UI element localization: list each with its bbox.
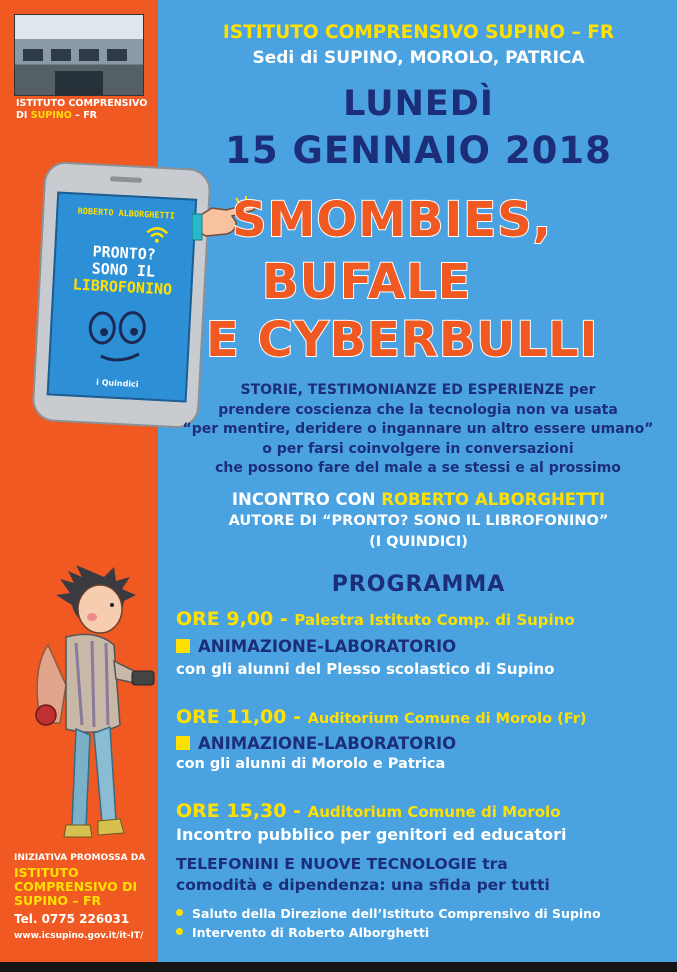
book-cover-screen: [47, 191, 197, 402]
school-building-photo: [14, 14, 144, 96]
description-line1: [168, 381, 668, 401]
description-line4: o per farsi coinvolgere in conversazioni: [262, 440, 574, 457]
phone-number: Tel. 0775 226031: [14, 912, 130, 926]
wifi-icon: [145, 224, 170, 245]
book-title-line2: SONO IL: [91, 259, 156, 281]
event-1-activity-text: ANIMAZIONE-LABORATORIO: [198, 637, 457, 656]
event-3-activity: Incontro pubblico per genitori ed educatori: [176, 825, 567, 844]
event-1-sep: -: [273, 608, 295, 630]
event-2-time: ORE 11,00: [176, 706, 287, 728]
event-2-activity-text: ANIMAZIONE-LABORATORIO: [198, 734, 457, 753]
book-title: [54, 242, 192, 300]
meeting-line3: (I QUINDICI): [369, 534, 468, 550]
description-line1-rest: per: [564, 382, 596, 398]
description-block: [168, 381, 668, 479]
program-heading: PROGRAMMA: [331, 572, 506, 597]
event-3-time: ORE 15,30: [176, 800, 287, 822]
description-line2: prendere coscienza che la tecnologia non va usata: [218, 401, 618, 418]
event-1-time: ORE 9,00: [176, 608, 274, 630]
main-title-line3: E CYBERBULLI: [206, 312, 599, 368]
bullet-item: [176, 925, 429, 940]
phone-speaker: [110, 176, 142, 183]
event-1-header: [176, 608, 575, 630]
event-2-activity: [176, 734, 456, 753]
photo-caption-suffix: – FR: [71, 110, 97, 121]
description-line3: “per mentire, deridere o ingannare un altro essere umano”: [182, 421, 654, 437]
bottom-strip: [0, 962, 677, 972]
meeting-author-name: ROBERTO ALBORGHETTI: [381, 490, 606, 509]
book-author: ROBERTO ALBORGHETTI: [77, 206, 176, 222]
meeting-line2: AUTORE DI “PRONTO? SONO IL LIBROFONINO”: [228, 513, 609, 529]
meeting-line1: [160, 490, 677, 509]
book-title-line1: PRONTO?: [92, 242, 157, 264]
org-line2: COMPRENSIVO DI: [14, 879, 138, 894]
event-2-header: [176, 706, 587, 728]
event-1-activity: [176, 637, 456, 656]
meeting-prefix: INCONTRO CON: [231, 490, 382, 509]
photo-caption-prefix: DI: [16, 110, 31, 121]
square-bullet-icon: [176, 736, 190, 750]
photo-caption-line2: [16, 110, 147, 122]
dot-bullet-icon: [176, 928, 183, 935]
promoting-org: [14, 866, 137, 908]
institute-title: ISTITUTO COMPRENSIVO SUPINO – FR: [222, 22, 615, 43]
event-date: 15 GENNAIO 2018: [225, 129, 612, 172]
boy-with-phone-illustration: [16, 565, 156, 845]
dot-bullet-icon: [176, 909, 183, 916]
event-3-header: [176, 800, 561, 822]
face-drawing-icon: [78, 305, 161, 369]
event-2-place: Auditorium Comune di Morolo (Fr): [307, 711, 587, 727]
bullet-item: [176, 906, 601, 921]
description-highlight: STORIE, TESTIMONIANZE ED ESPERIENZE: [240, 382, 565, 398]
square-bullet-icon: [176, 639, 190, 653]
topic-rest: tra: [476, 855, 508, 873]
book-title-line3: LIBROFONINO: [72, 275, 173, 299]
event-2-detail: con gli alunni di Morolo e Patrica: [176, 756, 446, 772]
topic-highlight: TELEFONINI E NUOVE TECNOLOGIE: [176, 855, 477, 873]
org-line3: SUPINO – FR: [14, 893, 102, 908]
bullet-text-1: Saluto della Direzione dell’Istituto Comprensivo di Supino: [192, 906, 601, 921]
topic-line1: [176, 855, 508, 873]
bullet-text-2: Intervento di Roberto Alborghetti: [192, 925, 430, 940]
event-2-sep: -: [286, 706, 308, 728]
book-publisher: i Quindici: [95, 377, 139, 390]
event-weekday: LUNEDÌ: [343, 84, 494, 124]
event-3-sep: -: [286, 800, 308, 822]
event-3-place: Auditorium Comune di Morolo: [307, 803, 561, 821]
topic-line2: comodità e dipendenza: una sfida per tutti: [176, 876, 550, 894]
event-1-detail: con gli alunni del Plesso scolastico di Supino: [176, 660, 555, 678]
promoted-by-label: INIZIATIVA PROMOSSA DA: [14, 853, 146, 863]
photo-caption-line1: ISTITUTO COMPRENSIVO: [16, 98, 148, 109]
website-link[interactable]: www.icsupino.gov.it/it-IT/: [14, 931, 144, 941]
description-line5: che possono fare del male a se stessi e al prossimo: [215, 460, 621, 476]
org-line1: ISTITUTO: [14, 865, 79, 880]
main-title-line2: BUFALE: [262, 254, 472, 310]
main-title-line1: SMOMBIES,: [232, 192, 552, 248]
sedi-subtitle: Sedi di SUPINO, MOROLO, PATRICA: [252, 48, 585, 68]
event-1-place: Palestra Istituto Comp. di Supino: [294, 611, 575, 629]
photo-caption: [16, 98, 147, 122]
photo-caption-highlight: SUPINO: [30, 110, 72, 121]
